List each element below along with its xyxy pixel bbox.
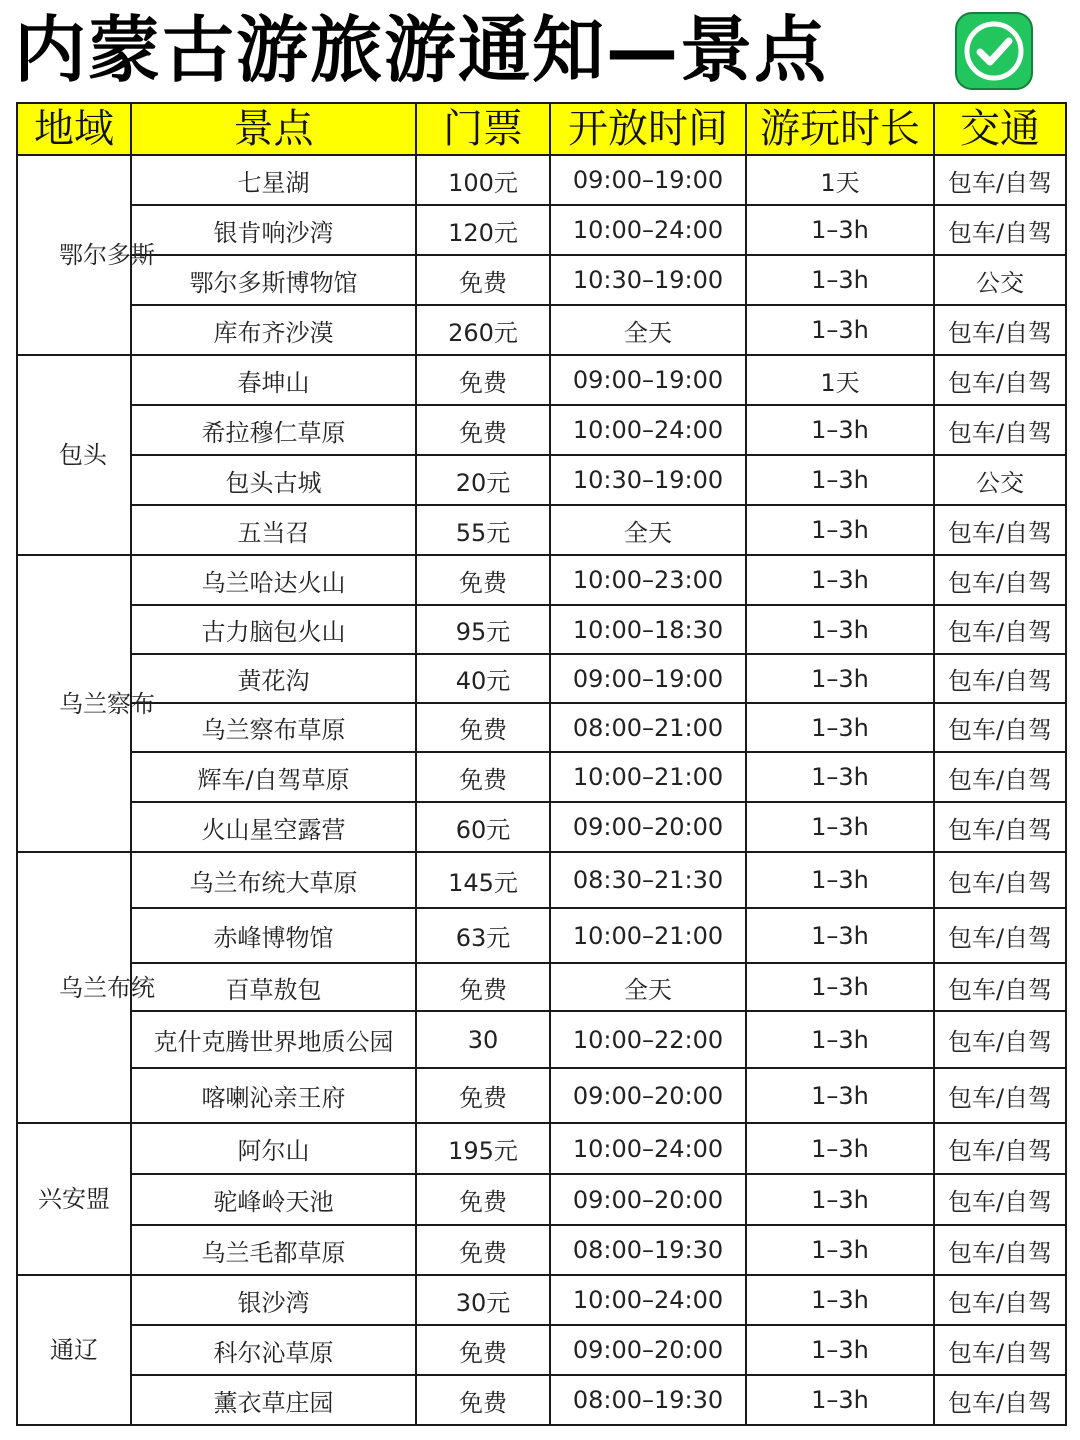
cell-duration: 1–3h (746, 752, 934, 802)
cell-transport: 包车/自驾 (934, 963, 1066, 1011)
cell-hours: 09:00–19:00 (550, 355, 746, 405)
cell-hours: 09:00–20:00 (550, 802, 746, 852)
cell-hours: 10:00–21:00 (550, 752, 746, 802)
header-spot: 景点 (131, 103, 416, 155)
table-header-row (17, 103, 1066, 155)
cell-spot: 五当召 (131, 505, 416, 555)
cell-hours: 10:30–19:00 (550, 455, 746, 505)
cell-transport: 包车/自驾 (934, 1011, 1066, 1068)
cell-duration: 1–3h (746, 505, 934, 555)
cell-transport: 包车/自驾 (934, 1068, 1066, 1123)
attractions-table (16, 102, 1067, 1426)
cell-ticket: 55元 (416, 505, 550, 555)
cell-duration: 1–3h (746, 1325, 934, 1375)
table-row (17, 1225, 1066, 1275)
cell-spot: 鄂尔多斯博物馆 (131, 255, 416, 305)
table-row (17, 155, 1066, 205)
cell-transport: 包车/自驾 (934, 802, 1066, 852)
cell-ticket: 60元 (416, 802, 550, 852)
cell-duration: 1–3h (746, 555, 934, 605)
cell-ticket: 100元 (416, 155, 550, 205)
cell-duration: 1–3h (746, 305, 934, 355)
table-row (17, 555, 1066, 605)
cell-duration: 1–3h (746, 908, 934, 963)
cell-transport: 包车/自驾 (934, 1174, 1066, 1225)
cell-transport: 包车/自驾 (934, 703, 1066, 752)
cell-transport: 公交 (934, 455, 1066, 505)
cell-spot: 七星湖 (131, 155, 416, 205)
cell-spot: 银肯响沙湾 (131, 205, 416, 255)
cell-ticket: 免费 (416, 405, 550, 455)
cell-ticket: 260元 (416, 305, 550, 355)
table-row (17, 703, 1066, 752)
cell-duration: 1–3h (746, 852, 934, 908)
cell-spot: 火山星空露营 (131, 802, 416, 852)
cell-ticket: 63元 (416, 908, 550, 963)
cell-hours: 08:00–19:30 (550, 1225, 746, 1275)
table-row (17, 1375, 1066, 1425)
cell-ticket: 20元 (416, 455, 550, 505)
cell-transport: 包车/自驾 (934, 405, 1066, 455)
cell-hours: 09:00–20:00 (550, 1068, 746, 1123)
cell-duration: 1–3h (746, 1225, 934, 1275)
cell-hours: 全天 (550, 505, 746, 555)
cell-spot: 乌兰哈达火山 (131, 555, 416, 605)
region-label: 兴安盟 (38, 1185, 110, 1213)
table-row (17, 752, 1066, 802)
cell-region (17, 355, 131, 555)
cell-spot: 阿尔山 (131, 1123, 416, 1174)
table-row (17, 1123, 1066, 1174)
table-row (17, 908, 1066, 963)
cell-region (17, 1123, 131, 1275)
cell-spot: 克什克腾世界地质公园 (131, 1011, 416, 1068)
cell-spot: 喀喇沁亲王府 (131, 1068, 416, 1123)
cell-duration: 1–3h (746, 963, 934, 1011)
cell-transport: 包车/自驾 (934, 908, 1066, 963)
cell-hours: 10:00–24:00 (550, 405, 746, 455)
cell-ticket: 免费 (416, 1375, 550, 1425)
table-row (17, 605, 1066, 654)
header-region: 地域 (17, 103, 131, 155)
cell-hours: 09:00–19:00 (550, 654, 746, 703)
cell-duration: 1–3h (746, 455, 934, 505)
table-row (17, 654, 1066, 703)
table-row (17, 405, 1066, 455)
cell-duration: 1–3h (746, 1011, 934, 1068)
cell-ticket: 免费 (416, 1325, 550, 1375)
cell-hours: 10:00–22:00 (550, 1011, 746, 1068)
cell-duration: 1–3h (746, 1123, 934, 1174)
cell-ticket: 95元 (416, 605, 550, 654)
cell-duration: 1–3h (746, 1275, 934, 1325)
cell-transport: 包车/自驾 (934, 1375, 1066, 1425)
cell-spot: 百草敖包 (131, 963, 416, 1011)
cell-ticket: 免费 (416, 355, 550, 405)
table-row (17, 205, 1066, 255)
header-duration: 游玩时长 (746, 103, 934, 155)
cell-hours: 08:00–19:30 (550, 1375, 746, 1425)
header-transport: 交通 (934, 103, 1066, 155)
cell-hours: 08:00–21:00 (550, 703, 746, 752)
cell-spot: 驼峰岭天池 (131, 1174, 416, 1225)
cell-hours: 10:00–23:00 (550, 555, 746, 605)
cell-spot: 库布齐沙漠 (131, 305, 416, 355)
cell-ticket: 40元 (416, 654, 550, 703)
cell-transport: 包车/自驾 (934, 1275, 1066, 1325)
cell-transport: 包车/自驾 (934, 654, 1066, 703)
cell-spot: 黄花沟 (131, 654, 416, 703)
cell-hours: 10:00–18:30 (550, 605, 746, 654)
cell-hours: 09:00–19:00 (550, 155, 746, 205)
cell-transport: 包车/自驾 (934, 355, 1066, 405)
cell-spot: 乌兰布统大草原 (131, 852, 416, 908)
table-row (17, 355, 1066, 405)
table-body (17, 155, 1066, 1425)
cell-transport: 包车/自驾 (934, 305, 1066, 355)
region-label: 乌兰布统 (59, 973, 155, 1002)
cell-duration: 1–3h (746, 703, 934, 752)
cell-duration: 1–3h (746, 1068, 934, 1123)
cell-spot: 古力脑包火山 (131, 605, 416, 654)
cell-spot: 春坤山 (131, 355, 416, 405)
cell-spot: 乌兰察布草原 (131, 703, 416, 752)
cell-ticket: 免费 (416, 255, 550, 305)
cell-ticket: 免费 (416, 1225, 550, 1275)
cell-transport: 包车/自驾 (934, 505, 1066, 555)
cell-spot: 赤峰博物馆 (131, 908, 416, 963)
table-row (17, 1275, 1066, 1325)
cell-hours: 10:00–24:00 (550, 205, 746, 255)
cell-duration: 1–3h (746, 205, 934, 255)
title-bar (0, 0, 1080, 100)
cell-spot: 乌兰毛都草原 (131, 1225, 416, 1275)
cell-ticket: 免费 (416, 555, 550, 605)
cell-ticket: 免费 (416, 703, 550, 752)
cell-transport: 包车/自驾 (934, 555, 1066, 605)
cell-hours: 全天 (550, 305, 746, 355)
table-row (17, 963, 1066, 1011)
header-ticket: 门票 (416, 103, 550, 155)
cell-ticket: 30元 (416, 1275, 550, 1325)
cell-transport: 包车/自驾 (934, 605, 1066, 654)
cell-ticket: 195元 (416, 1123, 550, 1174)
header-hours: 开放时间 (550, 103, 746, 155)
table-row (17, 1174, 1066, 1225)
table-row (17, 505, 1066, 555)
cell-hours: 10:00–24:00 (550, 1123, 746, 1174)
cell-region (17, 155, 155, 355)
cell-ticket: 免费 (416, 1068, 550, 1123)
cell-ticket: 免费 (416, 1174, 550, 1225)
cell-spot: 辉车/自驾草原 (131, 752, 416, 802)
cell-transport: 包车/自驾 (934, 1123, 1066, 1174)
cell-ticket: 145元 (416, 852, 550, 908)
cell-hours: 全天 (550, 963, 746, 1011)
cell-transport: 公交 (934, 255, 1066, 305)
cell-ticket: 免费 (416, 963, 550, 1011)
cell-hours: 10:00–21:00 (550, 908, 746, 963)
cell-duration: 1–3h (746, 255, 934, 305)
page-title: 内蒙古游旅游通知—景点 (14, 8, 829, 92)
cell-duration: 1天 (746, 155, 934, 205)
cell-transport: 包车/自驾 (934, 155, 1066, 205)
cell-spot: 银沙湾 (131, 1275, 416, 1325)
cell-hours: 09:00–20:00 (550, 1174, 746, 1225)
table-row (17, 1068, 1066, 1123)
cell-spot: 希拉穆仁草原 (131, 405, 416, 455)
cell-region (17, 555, 155, 852)
cell-duration: 1–3h (746, 802, 934, 852)
cell-spot: 薰衣草庄园 (131, 1375, 416, 1425)
cell-duration: 1天 (746, 355, 934, 405)
cell-transport: 包车/自驾 (934, 1225, 1066, 1275)
cell-region (17, 852, 155, 1123)
table-row (17, 1011, 1066, 1068)
region-label: 鄂尔多斯 (59, 241, 155, 269)
table-row (17, 455, 1066, 505)
cell-hours: 10:00–24:00 (550, 1275, 746, 1325)
cell-hours: 10:30–19:00 (550, 255, 746, 305)
cell-hours: 08:30–21:30 (550, 852, 746, 908)
cell-ticket: 120元 (416, 205, 550, 255)
table-row (17, 305, 1066, 355)
cell-transport: 包车/自驾 (934, 205, 1066, 255)
cell-ticket: 30 (416, 1011, 550, 1068)
cell-hours: 09:00–20:00 (550, 1325, 746, 1375)
table-row (17, 852, 1066, 908)
cell-duration: 1–3h (746, 605, 934, 654)
region-label: 乌兰察布 (59, 689, 155, 718)
region-label: 包头 (59, 441, 107, 469)
cell-ticket: 免费 (416, 752, 550, 802)
cell-duration: 1–3h (746, 1174, 934, 1225)
cell-spot: 科尔沁草原 (131, 1325, 416, 1375)
cell-transport: 包车/自驾 (934, 752, 1066, 802)
cell-duration: 1–3h (746, 654, 934, 703)
cell-duration: 1–3h (746, 1375, 934, 1425)
cell-transport: 包车/自驾 (934, 852, 1066, 908)
region-label: 通辽 (50, 1336, 98, 1364)
check-mark-icon (955, 12, 1033, 90)
cell-transport: 包车/自驾 (934, 1325, 1066, 1375)
cell-spot: 包头古城 (131, 455, 416, 505)
cell-region (17, 1275, 131, 1425)
table-row (17, 255, 1066, 305)
table-row (17, 802, 1066, 852)
cell-duration: 1–3h (746, 405, 934, 455)
table-row (17, 1325, 1066, 1375)
